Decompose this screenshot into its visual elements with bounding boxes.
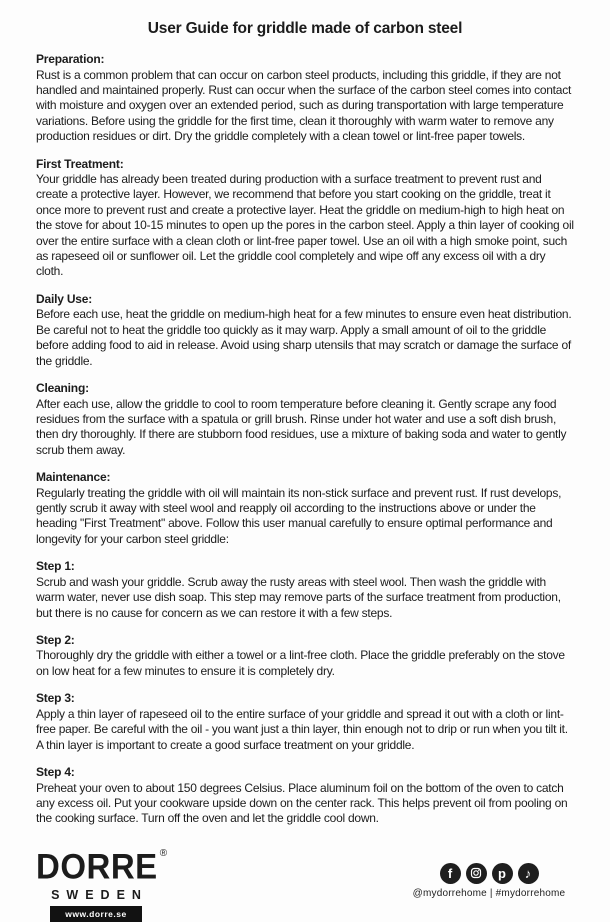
section-body: Rust is a common problem that can occur on carbon steel products, including this griddle, if they are not handled and maintained properly. Rust can occur when the surface of the carbon steel comes into contact with moisture and oxygen over an extended period, such as during transportation with large temperature variations. Before using the griddle for the first time, clean it thoroughly with warm water to remove any production residues or dirt. Dry the griddle completely with a clean towel or lint-free paper towels. [36, 67, 572, 144]
section-step-3 [36, 691, 574, 753]
section-body: After each use, allow the griddle to cool to room temperature before cleaning it. Gently scrape any food residues from the surface with a spatula or grill brush. Rinse under hot water and use a soft dish brush, then dry thoroughly. If there are stubborn food residues, use a mixture of baking soda and water to gently scrub them away. [36, 396, 567, 457]
section-daily-use [36, 292, 574, 369]
brand-wordmark [36, 845, 168, 886]
brand-logo [36, 845, 168, 922]
section-body: Your griddle has already been treated during production with a surface treatment to prevent rust and create a protective layer. However, we recommend that before you start cooking on the griddle, treat it once more to prevent rust and create a protective layer. Heat the griddle on medium-high to high heat on the stove for about 10-15 minutes to open up the pores in the carbon steel. Apply a thin layer of cooking oil over the entire surface with a clean cloth or lint-free paper towel. Use an oil with a high smoke point, such as rapeseed oil or sunflower oil. Let the griddle cool completely and wipe off any excess oil with a dry cloth. [36, 172, 574, 279]
instagram-icon[interactable] [466, 863, 487, 884]
section-heading: Step 2: [36, 632, 75, 647]
section-body: Before each use, heat the griddle on medium-high heat for a few minutes to ensure even heat distribution. Be careful not to heat the griddle too quickly as it may warp. Apply a small amount of oil to the griddle before adding food to aid in release. Avoid using sharp utensils that may scratch or damage the surface of the griddle. [36, 307, 572, 368]
section-body: Regularly treating the griddle with oil will maintain its non-stick surface and prevent rust. If rust develops, gently scrub it away with steel wool and reapply oil according to the instructions above or under the heading "First Treatment" above. Follow this user manual carefully to ensure optimal performance and longevity for your carbon steel griddle: [36, 485, 562, 546]
section-preparation [36, 52, 574, 145]
section-body: Apply a thin layer of rapeseed oil to the entire surface of your griddle and spread it out with a cloth or lint-free paper. Be careful with the oil - you want just a thin layer, thin enough not to drip or run when you tilt it. A thin layer is important to create a good surface treatment on your griddle. [36, 706, 568, 752]
section-heading: Daily Use: [36, 291, 93, 306]
facebook-icon[interactable]: f [440, 863, 461, 884]
section-heading: Preparation: [36, 52, 105, 66]
section-cleaning [36, 381, 574, 458]
section-step-1 [36, 559, 574, 621]
section-heading: Maintenance: [36, 470, 111, 485]
section-heading: First Treatment: [36, 156, 124, 171]
brand-country: SWEDEN [51, 887, 148, 902]
page-title: User Guide for griddle made of carbon steel [147, 20, 463, 37]
section-heading: Step 4: [36, 765, 75, 779]
section-body: Thoroughly dry the griddle with either a towel or a lint-free cloth. Place the griddle preferably on the stove on low heat for a few minutes to ensure it is completely dry. [36, 648, 565, 678]
section-heading: Cleaning: [36, 381, 89, 395]
section-body: Preheat your oven to about 150 degrees Celsius. Place aluminum foil on the bottom of the oven to catch any excess oil. Put your cookware upside down on the center rack. This helps prevent oil from pooling on the cooking surface. Turn off the oven and let the griddle cool down. [36, 780, 568, 826]
tiktok-icon[interactable]: ♪ [518, 863, 539, 884]
social-icons-row [404, 863, 574, 884]
section-step-2 [36, 633, 574, 679]
registered-trademark-icon: ® [159, 847, 168, 859]
website-link[interactable]: www.dorre.se [50, 906, 142, 922]
brand-name: DORRE [36, 845, 158, 886]
section-first-treatment [36, 157, 574, 280]
section-heading: Step 3: [36, 691, 75, 706]
social-block [404, 851, 574, 899]
social-handle: @mydorrehome | #mydorrehome [412, 887, 566, 899]
section-heading: Step 1: [36, 559, 75, 574]
section-step-4 [36, 765, 574, 827]
section-maintenance [36, 470, 574, 547]
pinterest-icon[interactable]: p [492, 863, 513, 884]
footer [36, 845, 574, 922]
section-body: Scrub and wash your griddle. Scrub away the rusty areas with steel wool. Then wash the griddle with warm water, never use dish soap. This step may remove parts of the surface treatment from production, but there is no cause for concern as we can restore it with a few steps. [36, 574, 561, 620]
